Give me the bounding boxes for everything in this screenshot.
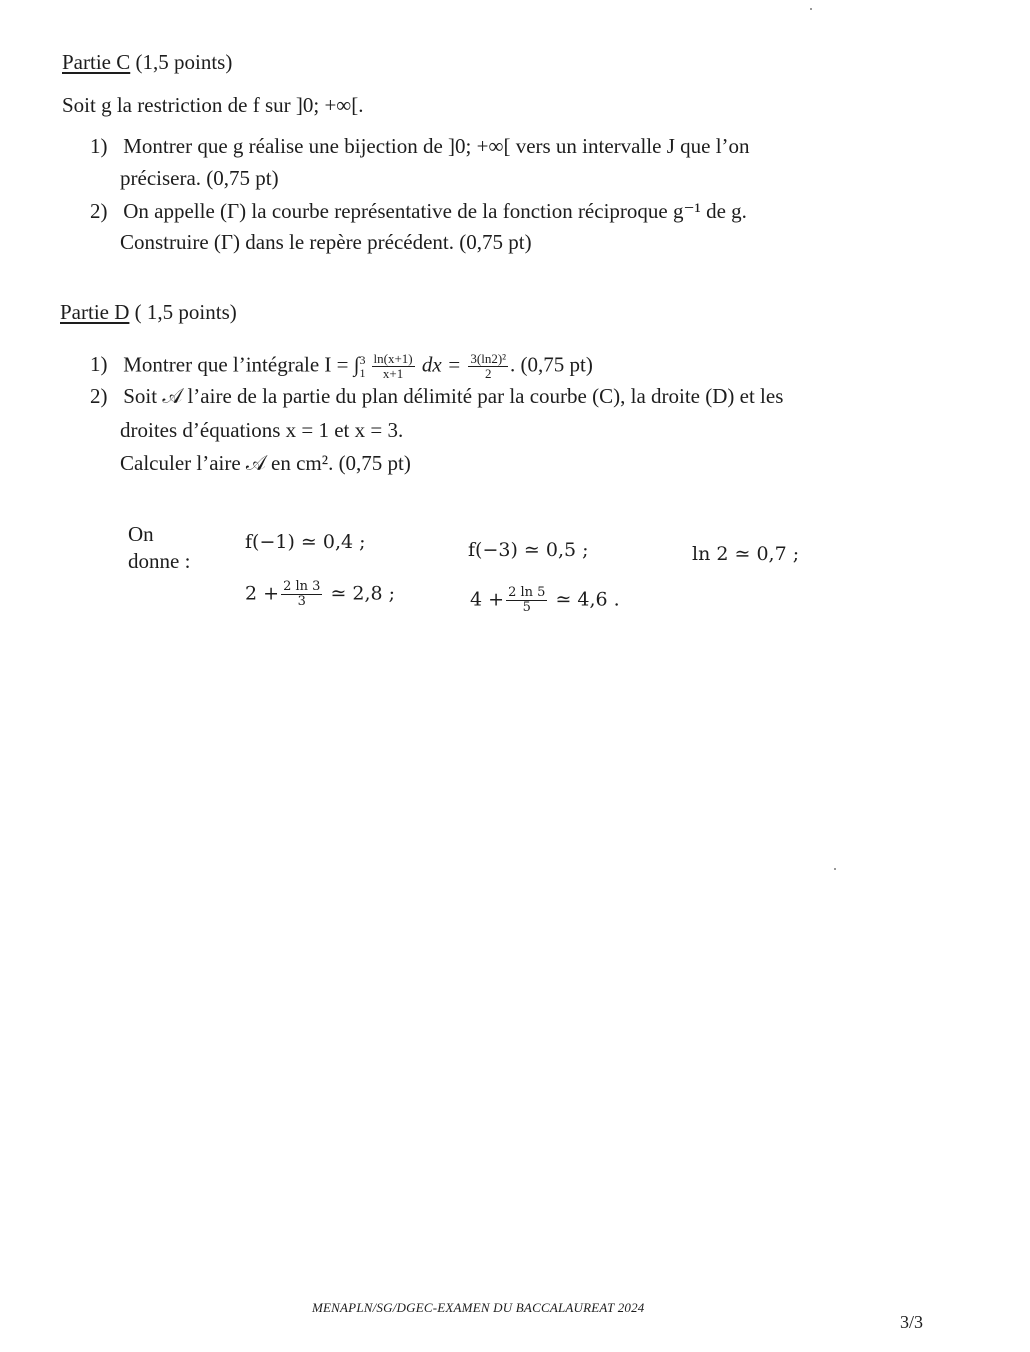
given-expr-ln5-prefix: 4 + — [470, 588, 505, 611]
integrand-numerator: ln(x+1) — [373, 351, 413, 366]
partD-q1 — [90, 352, 593, 381]
integral-bounds — [360, 354, 366, 380]
partC-q1-line2: précisera. (0,75 pt) — [120, 166, 279, 190]
integral-upper-bound: 3 — [359, 352, 366, 367]
integrand-denominator: x+1 — [382, 366, 404, 381]
partC-q2 — [90, 199, 747, 224]
integral-dx: dx = — [421, 352, 462, 377]
partC-heading: Partie C — [62, 50, 131, 74]
partC-points: (1,5 points) — [135, 50, 233, 74]
scan-speck — [834, 868, 836, 870]
given-expr-ln5 — [470, 586, 620, 615]
given-label-line2: donne : — [128, 549, 191, 573]
scan-speck — [810, 8, 812, 10]
partC-q2-number: 2) — [90, 199, 108, 223]
given-expr-ln5-value: ≃ 4,6 . — [555, 588, 620, 611]
partD-q1-number: 1) — [90, 352, 108, 377]
partD-q2-line3: Calculer l’aire 𝒜 en cm². (0,75 pt) — [120, 451, 411, 475]
given-expr-ln3-fraction — [281, 580, 322, 609]
partC-q2-line1: On appelle (Γ) la courbe représentative de la fonction réciproque g⁻¹ de g. — [123, 199, 747, 223]
partD-q1-text: Montrer que l’intégrale I = ∫ — [123, 352, 360, 377]
partD-heading: Partie D — [60, 300, 130, 324]
integrand-fraction — [372, 352, 415, 381]
partC-q1-number: 1) — [90, 134, 108, 158]
given-expr-ln5-denominator: 5 — [522, 600, 531, 615]
given-label-line1: On — [128, 522, 154, 546]
given-expr-ln3 — [245, 580, 395, 609]
given-f-minus-3: f(−3) ≃ 0,5 ; — [468, 539, 589, 561]
partD-q2-line2: droites d’équations x = 1 et x = 3. — [120, 418, 404, 442]
footer-text: MENAPLN/SG/DGEC-EXAMEN DU BACCALAUREAT 2024 — [312, 1300, 645, 1315]
result-numerator: 3(ln2)² — [470, 351, 507, 366]
partC-title — [62, 50, 232, 75]
given-expr-ln5-numerator: 2 ln 5 — [508, 585, 546, 600]
given-expr-ln3-prefix: 2 + — [245, 582, 280, 605]
partD-q2-number: 2) — [90, 384, 108, 408]
page-number: 3/3 — [900, 1312, 924, 1332]
given-expr-ln3-value: ≃ 2,8 ; — [330, 582, 396, 605]
result-denominator: 2 — [484, 366, 492, 381]
given-expr-ln5-fraction — [506, 586, 547, 615]
given-f-minus-1: f(−1) ≃ 0,4 ; — [245, 531, 366, 553]
partC-q1-line1: Montrer que g réalise une bijection de ]0; +∞[ vers un intervalle J que l’on — [123, 134, 750, 158]
result-fraction — [468, 352, 508, 381]
partC-q1 — [90, 134, 750, 159]
partC-q2-line2: Construire (Γ) dans le repère précédent. (0,75 pt) — [120, 230, 532, 254]
integral-lower-bound: 1 — [359, 365, 366, 380]
given-ln2: ln 2 ≃ 0,7 ; — [692, 543, 800, 565]
partD-points: ( 1,5 points) — [134, 300, 237, 324]
partD-title — [60, 300, 237, 325]
partD-q2-line1: Soit 𝒜 l’aire de la partie du plan délimité par la courbe (C), la droite (D) et les — [123, 384, 784, 408]
partD-q1-tail: . (0,75 pt) — [510, 352, 593, 377]
partC-intro: Soit g la restriction de f sur ]0; +∞[. — [62, 93, 364, 117]
given-expr-ln3-denominator: 3 — [297, 594, 306, 609]
given-expr-ln3-numerator: 2 ln 3 — [283, 579, 321, 594]
partD-q2 — [90, 384, 783, 409]
